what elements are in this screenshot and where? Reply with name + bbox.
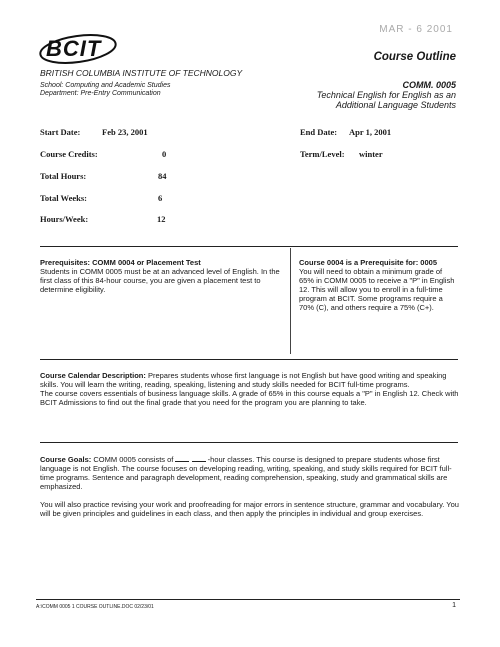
course-title-2: Additional Language Students [335,100,456,110]
start-date-value: Feb 23, 2001 [102,127,148,137]
end-date-value: Apr 1, 2001 [349,127,392,137]
received-stamp: MAR - 6 2001 [379,24,453,35]
weeks-value: 6 [158,193,163,203]
hours-per-week-value: 12 [157,214,166,224]
department-line: Department: Pre-Entry Communication [40,90,161,97]
hours-value: 84 [158,171,167,181]
start-date-label: Start Date: [40,127,81,137]
hours-blank [175,461,189,462]
term-label: Term/Level: [300,149,345,159]
prerequisite-for-body: You will need to obtain a minimum grade of 65% in COMM 0005 to receive a "P" in English 12. This will allow you to enroll in a full-time program at BCIT. Some programs require a 70% (C), and others require a 75% (C+). [299,267,455,312]
prerequisite-for-heading: Course 0004 is a Prerequisite for: 0005 [299,258,437,267]
hours-blank-2 [192,461,206,462]
footer-file-path: A:\COMM 0005 1 COURSE OUTLINE.DOC 02/23/01 [36,604,154,610]
calendar-description-body-1: Prepares students whose first language is not English but have good writing and speaking skills. You will learn the writing, reading, speaking, listening and study skills needed for BCIT full-time programs. [40,371,447,389]
page-number: 1 [452,602,456,609]
course-goals-section [40,455,460,518]
school-info [40,82,170,98]
course-heading [317,80,456,110]
term-value: winter [359,149,383,159]
prerequisites-body: Students in COMM 0005 must be at an advanced level of English. In the first class of this 84-hour course, you are given a placement test to determine eligibility. [40,267,280,294]
credits-value: 0 [162,149,167,159]
course-goals-body-2: You will also practice revising your work and proofreading for major errors in sentence structure, grammar and vocabulary. You will be given principles and guidelines in each class, and then apply the principles in individual and group exercises. [40,500,459,518]
prerequisite-for-section [299,258,459,312]
bcit-logo [38,32,124,66]
divider-3 [40,442,458,443]
footer-rule [36,599,460,600]
calendar-description-label: Course Calendar Description: [40,371,146,380]
logo-text: BCIT [46,36,102,61]
course-code: COMM. 0005 [402,80,456,90]
course-title-1: Technical English for English as an [316,90,456,100]
prerequisites-section [40,258,280,294]
divider-1 [40,246,458,247]
calendar-description-section [40,371,460,407]
weeks-label: Total Weeks: [40,193,87,203]
calendar-description-body-2: The course covers essentials of business language skills. A grade of 65% in this course equals a "P" in English 12. Check with BCIT Admissions to find out the final grade that you need for the program you are planning to take. [40,389,459,407]
course-goals-post: -hour classes. This course is designed to prepare students whose first language is not English. The course focuses on developing reading, writing, speaking, and study skills required for BCIT full-time programs. Sentence and paragraph development, reading comprehension, speaking, study and grammatical skills are emphasized. [40,455,452,491]
course-goals-label: Course Goals: [40,455,92,464]
hours-per-week-label: Hours/Week: [40,214,89,224]
hours-label: Total Hours: [40,171,87,181]
end-date-label: End Date: [300,127,338,137]
column-divider [290,248,291,354]
prerequisites-value: COMM 0004 or Placement Test [92,258,201,267]
institution-name: BRITISH COLUMBIA INSTITUTE OF TECHNOLOGY [40,68,243,78]
course-goals-pre: COMM 0005 consists of [93,455,174,464]
divider-2 [40,359,458,360]
prerequisites-label: Prerequisites: [40,258,91,267]
school-line: School: Computing and Academic Studies [40,82,171,89]
credits-label: Course Credits: [40,149,98,159]
outline-title: Course Outline [373,51,456,63]
